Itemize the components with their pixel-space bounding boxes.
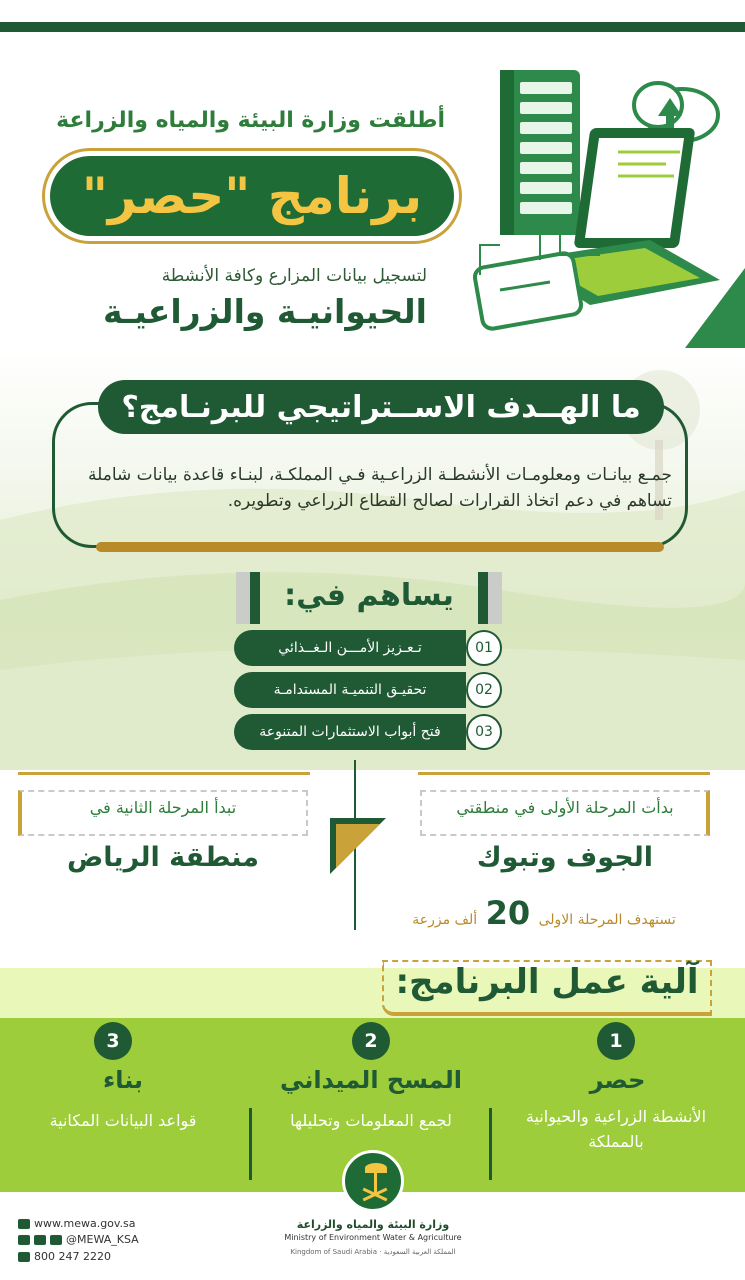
goal-heading: ما الهــدف الاســتراتيجي للبرنـامج؟ xyxy=(98,380,664,434)
contrib-bar-right xyxy=(478,572,488,624)
step-separator xyxy=(249,1108,252,1180)
corner-triangle xyxy=(685,268,745,348)
step-1-title: حصر xyxy=(589,1066,646,1094)
contributes-item xyxy=(234,714,508,750)
phase1-target-number: 20 xyxy=(485,894,531,932)
step-3-desc-line1: قواعد البيانات المكانية xyxy=(49,1111,197,1130)
instagram-icon xyxy=(50,1235,62,1245)
phase1-target xyxy=(384,894,704,932)
ministry-emblem-icon xyxy=(342,1150,404,1212)
phase1-regions: الجوف وتبوك xyxy=(476,842,654,873)
step-1-number: 1 xyxy=(597,1022,635,1060)
server-rack-icon xyxy=(500,70,580,235)
phase2-label: تبدأ المرحلة الثانية في xyxy=(89,798,237,817)
contributes-item xyxy=(234,672,508,708)
mechanism-title: آلية عمل البرنامج: xyxy=(395,962,699,1002)
footer-website-text: www.mewa.gov.sa xyxy=(34,1217,136,1230)
contributes-title: يساهم في: xyxy=(284,578,454,613)
footer-phone[interactable] xyxy=(18,1250,111,1263)
phase-arrow-gold xyxy=(336,824,380,868)
goal-underline xyxy=(96,542,664,552)
contributes-item-number: 03 xyxy=(466,714,502,750)
intro-text: أطلقت وزارة البيئة والمياه والزراعة xyxy=(56,108,445,133)
facebook-icon xyxy=(34,1235,46,1245)
step-separator xyxy=(489,1108,492,1180)
program-title-pill xyxy=(42,148,462,244)
tablet-icon xyxy=(473,252,582,330)
contributes-item-number: 02 xyxy=(466,672,502,708)
step-2-number: 2 xyxy=(352,1022,390,1060)
footer-website[interactable] xyxy=(18,1217,136,1230)
contributes-item xyxy=(234,630,508,666)
step-3-desc xyxy=(10,1108,236,1133)
phase1-label: بدأت المرحلة الأولى في منطقتي xyxy=(456,798,674,817)
contributes-item-label: تحقيـق التنميـة المستدامـة xyxy=(234,672,466,708)
contributes-item-number: 01 xyxy=(466,630,502,666)
twitter-icon xyxy=(18,1235,30,1245)
phase2-topline xyxy=(18,772,310,775)
kingdom-name: Kingdom of Saudi Arabia · المملكة العربية السعودية xyxy=(290,1248,456,1256)
subtitle-line-2: الحيوانيـة والزراعيـة xyxy=(103,292,427,331)
step-1-desc-line1: الأنشطة الزراعية والحيوانية xyxy=(525,1107,707,1126)
globe-icon xyxy=(18,1219,30,1229)
step-2-title: المسح الميداني xyxy=(280,1066,462,1094)
program-title: برنامج "حصر" xyxy=(50,156,454,236)
step-1-desc-line2: بالمملكة xyxy=(588,1132,644,1151)
contributes-item-label: تـعـزيز الأمـــن الـغــذائي xyxy=(234,630,466,666)
footer-social-handle: @MEWA_KSA xyxy=(66,1233,139,1246)
step-2-desc xyxy=(255,1108,487,1133)
step-1-desc xyxy=(496,1104,736,1154)
contrib-bar-left xyxy=(250,572,260,624)
step-3-number: 3 xyxy=(94,1022,132,1060)
ministry-name-ar: وزارة البيئة والمياه والزراعة xyxy=(296,1218,450,1231)
contrib-bar-left-grey xyxy=(236,572,250,624)
footer-phone-text: 800 247 2220 xyxy=(34,1250,111,1263)
step-2-desc-line1: لجمع المعلومات وتحليلها xyxy=(290,1111,452,1130)
contributes-item-label: فتح أبواب الاستثمارات المتنوعة xyxy=(234,714,466,750)
contrib-bar-right-grey xyxy=(488,572,502,624)
top-bar xyxy=(0,22,745,32)
phase1-topline xyxy=(418,772,710,775)
ministry-name-en: Ministry of Environment Water & Agriculture xyxy=(284,1233,462,1242)
phone-icon xyxy=(18,1252,30,1262)
footer-social[interactable] xyxy=(18,1233,139,1246)
phase1-target-suffix: ألف مزرعة xyxy=(412,912,478,928)
step-3-title: بناء xyxy=(102,1066,144,1094)
subtitle-line-1: لتسجيل بيانات المزارع وكافة الأنشطة xyxy=(161,266,427,286)
phase2-region: منطقة الرياض xyxy=(66,842,260,873)
goal-text: جمـع بيانـات ومعلومـات الأنشطـة الزراعـية فـي المملكـة، لبنـاء قاعدة بيانات شاملة تساهم في دعم اتخاذ القرارات لصالح القطاع الزراعي وتطويره. xyxy=(87,465,672,511)
phase1-target-prefix: تستهدف المرحلة الاولى xyxy=(538,912,676,928)
